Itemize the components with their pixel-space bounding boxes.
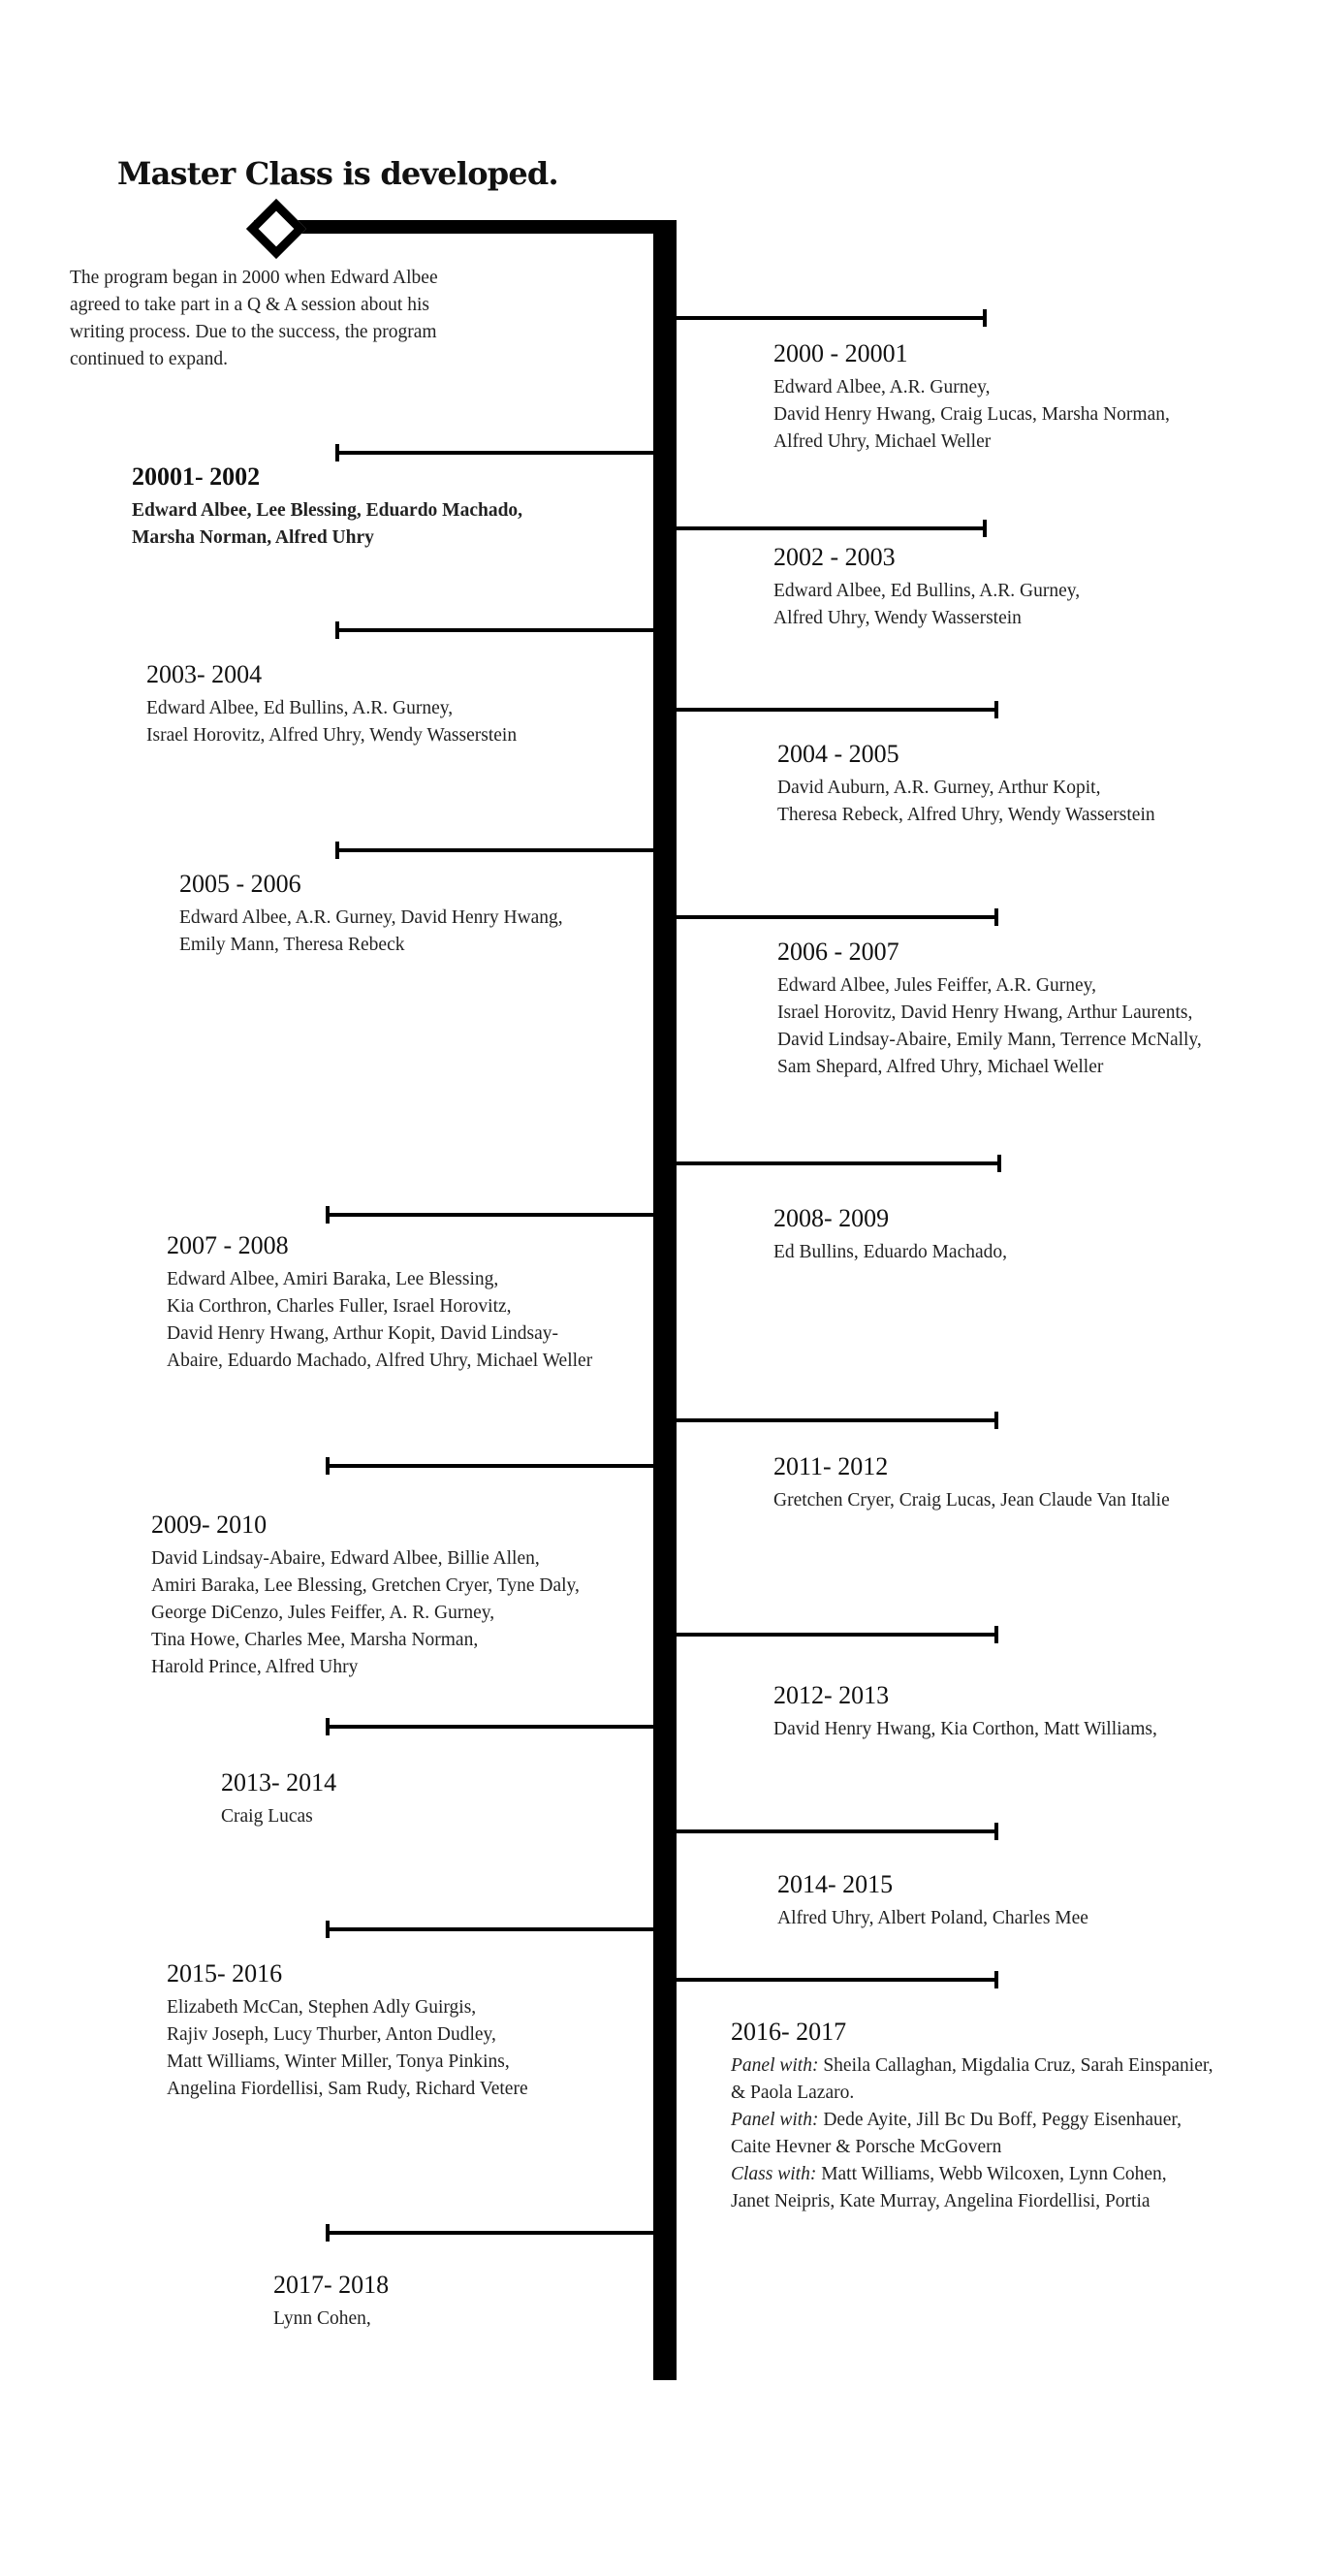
entry-line: Abaire, Eduardo Machado, Alfred Uhry, Michael Weller [167, 1351, 593, 1371]
timeline-branch-right [677, 1418, 996, 1422]
timeline-entry-2011 [773, 1452, 1170, 1514]
timeline-entry-2004 [777, 740, 1155, 829]
entry-text: Dede Ayite, Jill Bc Du Boff, Peggy Eisenhauer, [818, 2110, 1182, 2130]
entry-names [777, 775, 1155, 829]
timeline-entry-2012 [773, 1681, 1157, 1743]
entry-year: 2003- 2004 [146, 660, 263, 688]
entry-line: Alfred Uhry, Wendy Wasserstein [773, 608, 1022, 628]
timeline-branch-cap [997, 1155, 1001, 1172]
intro-line: The program began in 2000 when Edward Albee [70, 268, 438, 288]
entry-line: Harold Prince, Alfred Uhry [151, 1657, 359, 1677]
entry-line: David Lindsay-Abaire, Emily Mann, Terrence McNally, [777, 1030, 1202, 1050]
timeline-branch-cap [326, 1206, 330, 1224]
timeline-branch-right [677, 316, 985, 320]
entry-names [731, 2052, 1213, 2215]
entry-names [773, 1487, 1170, 1514]
entry-names [151, 1545, 580, 1681]
intro-line: writing process. Due to the success, the program [70, 322, 437, 342]
timeline-branch-left [328, 1213, 653, 1217]
entry-names [221, 1803, 336, 1830]
entry-names [773, 578, 1080, 632]
entry-line: David Auburn, A.R. Gurney, Arthur Kopit, [777, 778, 1101, 798]
timeline-branch-right [677, 1829, 996, 1833]
entry-line: Edward Albee, A.R. Gurney, [773, 377, 991, 398]
entry-year: 2002 - 2003 [773, 543, 896, 571]
intro-paragraph [70, 265, 506, 373]
entry-line: Edward Albee, A.R. Gurney, David Henry Hwang, [179, 907, 563, 928]
entry-year: 2012- 2013 [773, 1681, 890, 1709]
entry-year: 2017- 2018 [273, 2271, 390, 2299]
entry-line: Edward Albee, Amiri Baraka, Lee Blessing, [167, 1269, 499, 1289]
entry-line: Edward Albee, Lee Blessing, Eduardo Machado, [132, 500, 523, 521]
timeline-branch-cap [994, 908, 998, 926]
timeline-branch-cap [326, 1718, 330, 1735]
timeline-entry-2003 [146, 660, 517, 749]
entry-year: 2015- 2016 [167, 1959, 283, 1988]
timeline-branch-right [677, 1978, 996, 1982]
entry-year: 2000 - 20001 [773, 339, 908, 367]
timeline-branch-cap [994, 1412, 998, 1429]
timeline-branch-right [677, 1161, 999, 1165]
entry-line: Israel Horovitz, Alfred Uhry, Wendy Wasserstein [146, 725, 518, 746]
entry-names [132, 497, 522, 552]
entry-line: Lynn Cohen, [273, 2308, 371, 2329]
timeline-branch-cap [335, 621, 339, 639]
entry-year: 2006 - 2007 [777, 938, 899, 966]
entry-year: 2009- 2010 [151, 1511, 268, 1539]
entry-text: Sheila Callaghan, Migdalia Cruz, Sarah Einspanier, [818, 2055, 1214, 2076]
entry-text: Matt Williams, Webb Wilcoxen, Lynn Cohen, [816, 2164, 1167, 2184]
timeline-branch-left [337, 848, 653, 852]
entry-year: 20001- 2002 [132, 462, 261, 491]
timeline-entry-2015 [167, 1959, 528, 2103]
timeline-entry-2009 [151, 1511, 580, 1681]
entry-line: Edward Albee, Ed Bullins, A.R. Gurney, [773, 581, 1081, 601]
timeline-branch-cap [994, 1626, 998, 1643]
entry-line: Edward Albee, Ed Bullins, A.R. Gurney, [146, 698, 454, 718]
timeline-branch-left [328, 1464, 653, 1468]
timeline-spine [653, 220, 677, 2380]
entry-year: 2013- 2014 [221, 1768, 337, 1797]
entry-line [731, 2107, 1213, 2134]
entry-names [167, 1266, 592, 1375]
entry-line: Marsha Norman, Alfred Uhry [132, 527, 374, 548]
timeline-branch-right [677, 915, 996, 919]
panel-label: Panel with: [731, 2110, 819, 2130]
entry-line: Tina Howe, Charles Mee, Marsha Norman, [151, 1630, 479, 1650]
entry-line: Israel Horovitz, David Henry Hwang, Arthur Laurents, [777, 1002, 1193, 1023]
entry-line [731, 2161, 1213, 2188]
timeline-branch-left [328, 2231, 653, 2235]
timeline-entry-2013 [221, 1768, 336, 1830]
timeline-branch-cap [335, 842, 339, 859]
timeline-branch-right [677, 1633, 996, 1637]
entry-line: Elizabeth McCan, Stephen Adly Guirgis, [167, 1997, 477, 2018]
timeline-start-diamond-icon [246, 199, 306, 259]
timeline-branch-cap [335, 444, 339, 461]
entry-names [167, 1994, 528, 2103]
class-label: Class with: [731, 2164, 817, 2184]
entry-names [773, 1239, 1007, 1266]
entry-line: Theresa Rebeck, Alfred Uhry, Wendy Wasserstein [777, 805, 1155, 825]
timeline-entry-2016 [731, 2018, 1213, 2215]
timeline-branch-cap [326, 2224, 330, 2242]
entry-line: Ed Bullins, Eduardo Machado, [773, 1242, 1007, 1262]
entry-line [731, 2052, 1213, 2080]
entry-names [773, 374, 1170, 456]
entry-line: Alfred Uhry, Albert Poland, Charles Mee [777, 1908, 1088, 1928]
entry-line: Rajiv Joseph, Lucy Thurber, Anton Dudley, [167, 2024, 496, 2045]
entry-line: Edward Albee, Jules Feiffer, A.R. Gurney, [777, 975, 1097, 996]
timeline-entry-2001 [132, 462, 522, 552]
timeline-branch-cap [326, 1457, 330, 1475]
entry-line: Janet Neipris, Kate Murray, Angelina Fiordellisi, Portia [731, 2191, 1151, 2211]
entry-year: 2004 - 2005 [777, 740, 899, 768]
entry-line: Craig Lucas [221, 1806, 313, 1827]
entry-line: Amiri Baraka, Lee Blessing, Gretchen Cryer, Tyne Daly, [151, 1575, 580, 1596]
timeline-entry-2005 [179, 870, 563, 959]
entry-line: George DiCenzo, Jules Feiffer, A. R. Gurney, [151, 1603, 495, 1623]
intro-line: continued to expand. [70, 349, 228, 369]
timeline-entry-2008 [773, 1204, 1007, 1266]
timeline-branch-cap [983, 309, 987, 327]
timeline-branch-right [677, 526, 985, 530]
timeline-entry-2017 [273, 2271, 389, 2333]
timeline-branch-cap [994, 1971, 998, 1988]
timeline-branch-cap [994, 701, 998, 718]
entry-names [273, 2306, 389, 2333]
entry-line: & Paola Lazaro. [731, 2083, 855, 2103]
entry-line: Matt Williams, Winter Miller, Tonya Pinkins, [167, 2051, 510, 2072]
timeline-branch-left [337, 628, 653, 632]
entry-line: Alfred Uhry, Michael Weller [773, 431, 992, 452]
entry-line: Sam Shepard, Alfred Uhry, Michael Weller [777, 1057, 1104, 1077]
entry-year: 2014- 2015 [777, 1870, 894, 1898]
timeline-entry-2000 [773, 339, 1170, 456]
entry-year: 2007 - 2008 [167, 1231, 289, 1259]
timeline-branch-cap [326, 1921, 330, 1938]
entry-names [777, 972, 1202, 1081]
timeline-branch-left [337, 451, 653, 455]
entry-names [179, 905, 563, 959]
timeline-entry-2014 [777, 1870, 1088, 1932]
timeline-entry-2006 [777, 938, 1202, 1081]
timeline-top-bar [254, 220, 677, 234]
timeline-branch-left [328, 1927, 653, 1931]
panel-label: Panel with: [731, 2055, 819, 2076]
timeline-branch-cap [994, 1823, 998, 1840]
entry-line: Angelina Fiordellisi, Sam Rudy, Richard Vetere [167, 2079, 528, 2099]
intro-line: agreed to take part in a Q & A session about his [70, 295, 429, 315]
page-title: Master Class is developed. [117, 155, 558, 192]
entry-line: David Henry Hwang, Arthur Kopit, David Lindsay- [167, 1323, 559, 1344]
entry-line: David Lindsay-Abaire, Edward Albee, Billie Allen, [151, 1548, 540, 1569]
entry-line: Gretchen Cryer, Craig Lucas, Jean Claude Van Italie [773, 1490, 1170, 1511]
entry-names [777, 1905, 1088, 1932]
timeline-branch-left [328, 1725, 653, 1729]
entry-line: Emily Mann, Theresa Rebeck [179, 935, 405, 955]
timeline-entry-2007 [167, 1231, 592, 1375]
entry-year: 2005 - 2006 [179, 870, 301, 898]
entry-line: David Henry Hwang, Craig Lucas, Marsha Norman, [773, 404, 1170, 425]
entry-line: Kia Corthron, Charles Fuller, Israel Horovitz, [167, 1296, 512, 1317]
entry-year: 2008- 2009 [773, 1204, 890, 1232]
entry-names [773, 1716, 1157, 1743]
entry-year: 2016- 2017 [731, 2018, 847, 2046]
timeline-entry-2002 [773, 543, 1080, 632]
timeline-branch-cap [983, 520, 987, 537]
entry-year: 2011- 2012 [773, 1452, 889, 1480]
entry-line: David Henry Hwang, Kia Corthon, Matt Williams, [773, 1719, 1157, 1739]
entry-names [146, 695, 517, 749]
timeline-branch-right [677, 708, 996, 712]
entry-line: Caite Hevner & Porsche McGovern [731, 2137, 1002, 2157]
